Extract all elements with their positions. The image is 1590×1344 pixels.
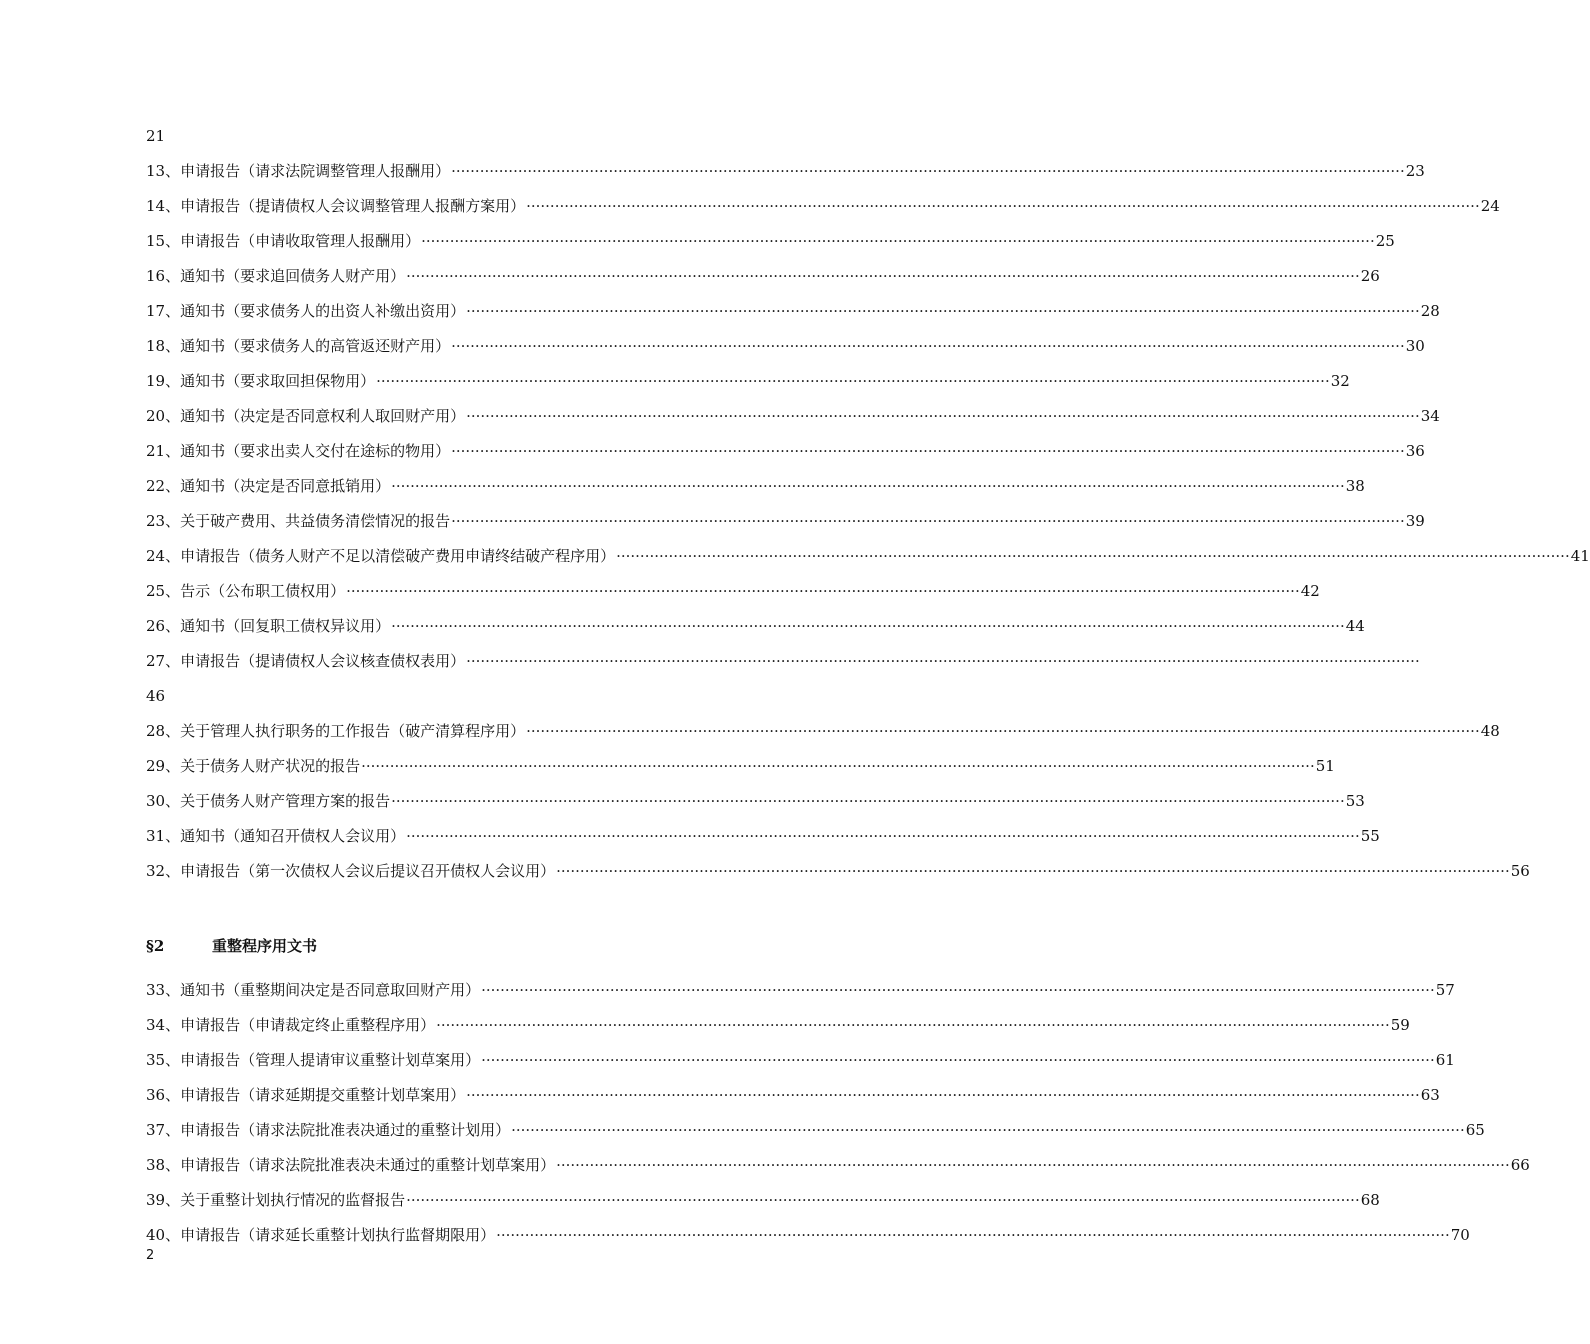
toc-entry-page: 59 xyxy=(1390,1016,1410,1034)
toc-entry xyxy=(146,789,1365,824)
toc-dot-leader: ········································································································································································································ xyxy=(406,827,1360,845)
toc-entry-page: 68 xyxy=(1360,1191,1380,1209)
section-number: §2 xyxy=(146,936,165,955)
toc-dot-leader: ········································································································································································································ xyxy=(481,981,1435,999)
toc-dot-leader: ········································································································································································································ xyxy=(421,232,1375,250)
toc-dot-leader: ········································································································································································································ xyxy=(391,792,1345,810)
toc-dot-leader: ········································································································································································································ xyxy=(466,407,1420,425)
toc-entry-title: 29、关于债务人财产状况的报告 xyxy=(146,757,361,775)
toc-entry xyxy=(146,1153,1530,1188)
toc-dot-leader: ········································································································································································································ xyxy=(466,652,1420,670)
toc-entry-title: 27、申请报告（提请债权人会议核查债权表用） xyxy=(146,652,466,670)
toc-entry-page: 26 xyxy=(1360,267,1380,285)
toc-entry-page: 38 xyxy=(1345,477,1365,495)
toc-dot-leader: ········································································································································································································ xyxy=(391,617,1345,635)
toc-entry xyxy=(146,1013,1410,1048)
toc-dot-leader: ········································································································································································································ xyxy=(511,1121,1465,1139)
toc-dot-leader: ········································································································································································································ xyxy=(481,1051,1435,1069)
toc-entry xyxy=(146,859,1530,894)
toc-entry-title: 20、通知书（决定是否同意权利人取回财产用） xyxy=(146,407,466,425)
toc-entry xyxy=(146,369,1350,404)
toc-entry-page: 30 xyxy=(1405,337,1425,355)
toc-entry-title: 15、申请报告（申请收取管理人报酬用） xyxy=(146,232,421,250)
toc-entry-title: 16、通知书（要求追回债务人财产用） xyxy=(146,267,406,285)
toc-entry-title: 14、申请报告（提请债权人会议调整管理人报酬方案用） xyxy=(146,197,526,215)
toc-entry-page: 56 xyxy=(1510,862,1530,880)
toc-entry-title: 23、关于破产费用、共益债务清偿情况的报告 xyxy=(146,512,451,530)
toc-entry-title: 36、申请报告（请求延期提交重整计划草案用） xyxy=(146,1086,466,1104)
toc-entry xyxy=(146,509,1425,544)
toc-entry-title: 21、通知书（要求出卖人交付在途标的物用） xyxy=(146,442,451,460)
toc-entry xyxy=(146,614,1365,649)
toc-entry-title: 13、申请报告（请求法院调整管理人报酬用） xyxy=(146,162,451,180)
toc-dot-leader: ········································································································································································································ xyxy=(616,547,1570,565)
toc-dot-leader: ········································································································································································································ xyxy=(391,477,1345,495)
toc-entry xyxy=(146,824,1380,859)
toc-dot-leader: ········································································································································································································ xyxy=(451,512,1405,530)
footer-page-number: 2 xyxy=(146,1248,155,1263)
toc-entry-title: 31、通知书（通知召开债权人会议用） xyxy=(146,827,406,845)
toc-entry xyxy=(146,439,1425,474)
toc-entry xyxy=(146,978,1455,1013)
toc-entry-title: 17、通知书（要求债务人的出资人补缴出资用） xyxy=(146,302,466,320)
toc-entry-page: 24 xyxy=(1480,197,1500,215)
toc-entry-title: 33、通知书（重整期间决定是否同意取回财产用） xyxy=(146,981,481,999)
toc-entry-page: 66 xyxy=(1510,1156,1530,1174)
toc-list-a xyxy=(146,159,1590,684)
toc-entry-title: 38、申请报告（请求法院批准表决未通过的重整计划草案用） xyxy=(146,1156,556,1174)
toc-dot-leader: ········································································································································································································ xyxy=(406,267,1360,285)
toc-entry-page: 57 xyxy=(1435,981,1455,999)
toc-entry-title: 24、申请报告（债务人财产不足以清偿破产费用申请终结破产程序用） xyxy=(146,547,616,565)
toc-entry xyxy=(146,474,1365,509)
toc-entry-page: 42 xyxy=(1300,582,1320,600)
toc-entry xyxy=(146,264,1380,299)
toc-entry xyxy=(146,544,1590,579)
toc-entry-page: 23 xyxy=(1405,162,1425,180)
toc-dot-leader: ········································································································································································································ xyxy=(526,197,1480,215)
toc-entry xyxy=(146,1118,1485,1153)
toc-dot-leader: ········································································································································································································ xyxy=(346,582,1300,600)
toc-entry-page: 53 xyxy=(1345,792,1365,810)
toc-dot-leader: ········································································································································································································ xyxy=(556,862,1510,880)
toc-entry-title: 28、关于管理人执行职务的工作报告（破产清算程序用） xyxy=(146,722,526,740)
toc-entry-page: 65 xyxy=(1465,1121,1485,1139)
toc-entry-page: 63 xyxy=(1420,1086,1440,1104)
toc-entry-title: 18、通知书（要求债务人的高管返还财产用） xyxy=(146,337,451,355)
toc-entry xyxy=(146,1048,1455,1083)
toc-entry xyxy=(146,334,1425,369)
toc-entry xyxy=(146,159,1425,194)
toc-entry xyxy=(146,579,1320,614)
toc-dot-leader: ········································································································································································································ xyxy=(361,757,1315,775)
toc-list-b xyxy=(146,719,1530,894)
toc-entry-page: 41 xyxy=(1570,547,1590,565)
carryover-page-number: 46 xyxy=(146,687,166,705)
toc-entry-title: 39、关于重整计划执行情况的监督报告 xyxy=(146,1191,406,1209)
toc-entry xyxy=(146,299,1440,334)
toc-dot-leader: ········································································································································································································ xyxy=(406,1191,1360,1209)
toc-dot-leader: ········································································································································································································ xyxy=(526,722,1480,740)
toc-entry xyxy=(146,1083,1440,1118)
toc-entry-page: 39 xyxy=(1405,512,1425,530)
toc-entry xyxy=(146,404,1440,439)
toc-dot-leader: ········································································································································································································ xyxy=(451,442,1405,460)
toc-entry-page: 55 xyxy=(1360,827,1380,845)
toc-entry-title: 34、申请报告（申请裁定终止重整程序用） xyxy=(146,1016,436,1034)
toc-dot-leader: ········································································································································································································ xyxy=(376,372,1330,390)
toc-list-c xyxy=(146,978,1530,1258)
toc-entry xyxy=(146,194,1500,229)
toc-entry-page: 61 xyxy=(1435,1051,1455,1069)
toc-entry-page: 48 xyxy=(1480,722,1500,740)
toc-dot-leader: ········································································································································································································ xyxy=(466,302,1420,320)
toc-entry xyxy=(146,649,1420,684)
toc-dot-leader: ········································································································································································································ xyxy=(451,337,1405,355)
toc-entry-page: 51 xyxy=(1315,757,1335,775)
toc-dot-leader: ········································································································································································································ xyxy=(466,1086,1420,1104)
toc-dot-leader: ········································································································································································································ xyxy=(556,1156,1510,1174)
carryover-page-number: 21 xyxy=(146,127,166,145)
toc-entry-title: 37、申请报告（请求法院批准表决通过的重整计划用） xyxy=(146,1121,511,1139)
toc-dot-leader: ········································································································································································································ xyxy=(496,1226,1450,1244)
toc-entry-title: 22、通知书（决定是否同意抵销用） xyxy=(146,477,391,495)
toc-dot-leader: ········································································································································································································ xyxy=(451,162,1405,180)
toc-entry-page: 32 xyxy=(1330,372,1350,390)
toc-entry-page: 70 xyxy=(1450,1226,1470,1244)
toc-entry-title: 19、通知书（要求取回担保物用） xyxy=(146,372,376,390)
toc-entry xyxy=(146,229,1395,264)
toc-entry-title: 30、关于债务人财产管理方案的报告 xyxy=(146,792,391,810)
toc-entry-title: 40、申请报告（请求延长重整计划执行监督期限用） xyxy=(146,1226,496,1244)
toc-entry-page: 28 xyxy=(1420,302,1440,320)
toc-entry-page: 34 xyxy=(1420,407,1440,425)
toc-dot-leader: ········································································································································································································ xyxy=(436,1016,1390,1034)
toc-entry-title: 35、申请报告（管理人提请审议重整计划草案用） xyxy=(146,1051,481,1069)
toc-entry-page: 44 xyxy=(1345,617,1365,635)
toc-entry-page: 36 xyxy=(1405,442,1425,460)
toc-entry-page: 25 xyxy=(1375,232,1395,250)
toc-entry-title: 26、通知书（回复职工债权异议用） xyxy=(146,617,391,635)
toc-entry xyxy=(146,1223,1470,1258)
toc-entry-title: 25、告示（公布职工债权用） xyxy=(146,582,346,600)
section-title: 重整程序用文书 xyxy=(212,936,318,955)
section-heading xyxy=(146,894,782,978)
toc-entry-title: 32、申请报告（第一次债权人会议后提议召开债权人会议用） xyxy=(146,862,556,880)
table-of-contents xyxy=(146,124,1590,1258)
toc-entry xyxy=(146,754,1335,789)
toc-entry xyxy=(146,719,1500,754)
toc-entry xyxy=(146,1188,1380,1223)
